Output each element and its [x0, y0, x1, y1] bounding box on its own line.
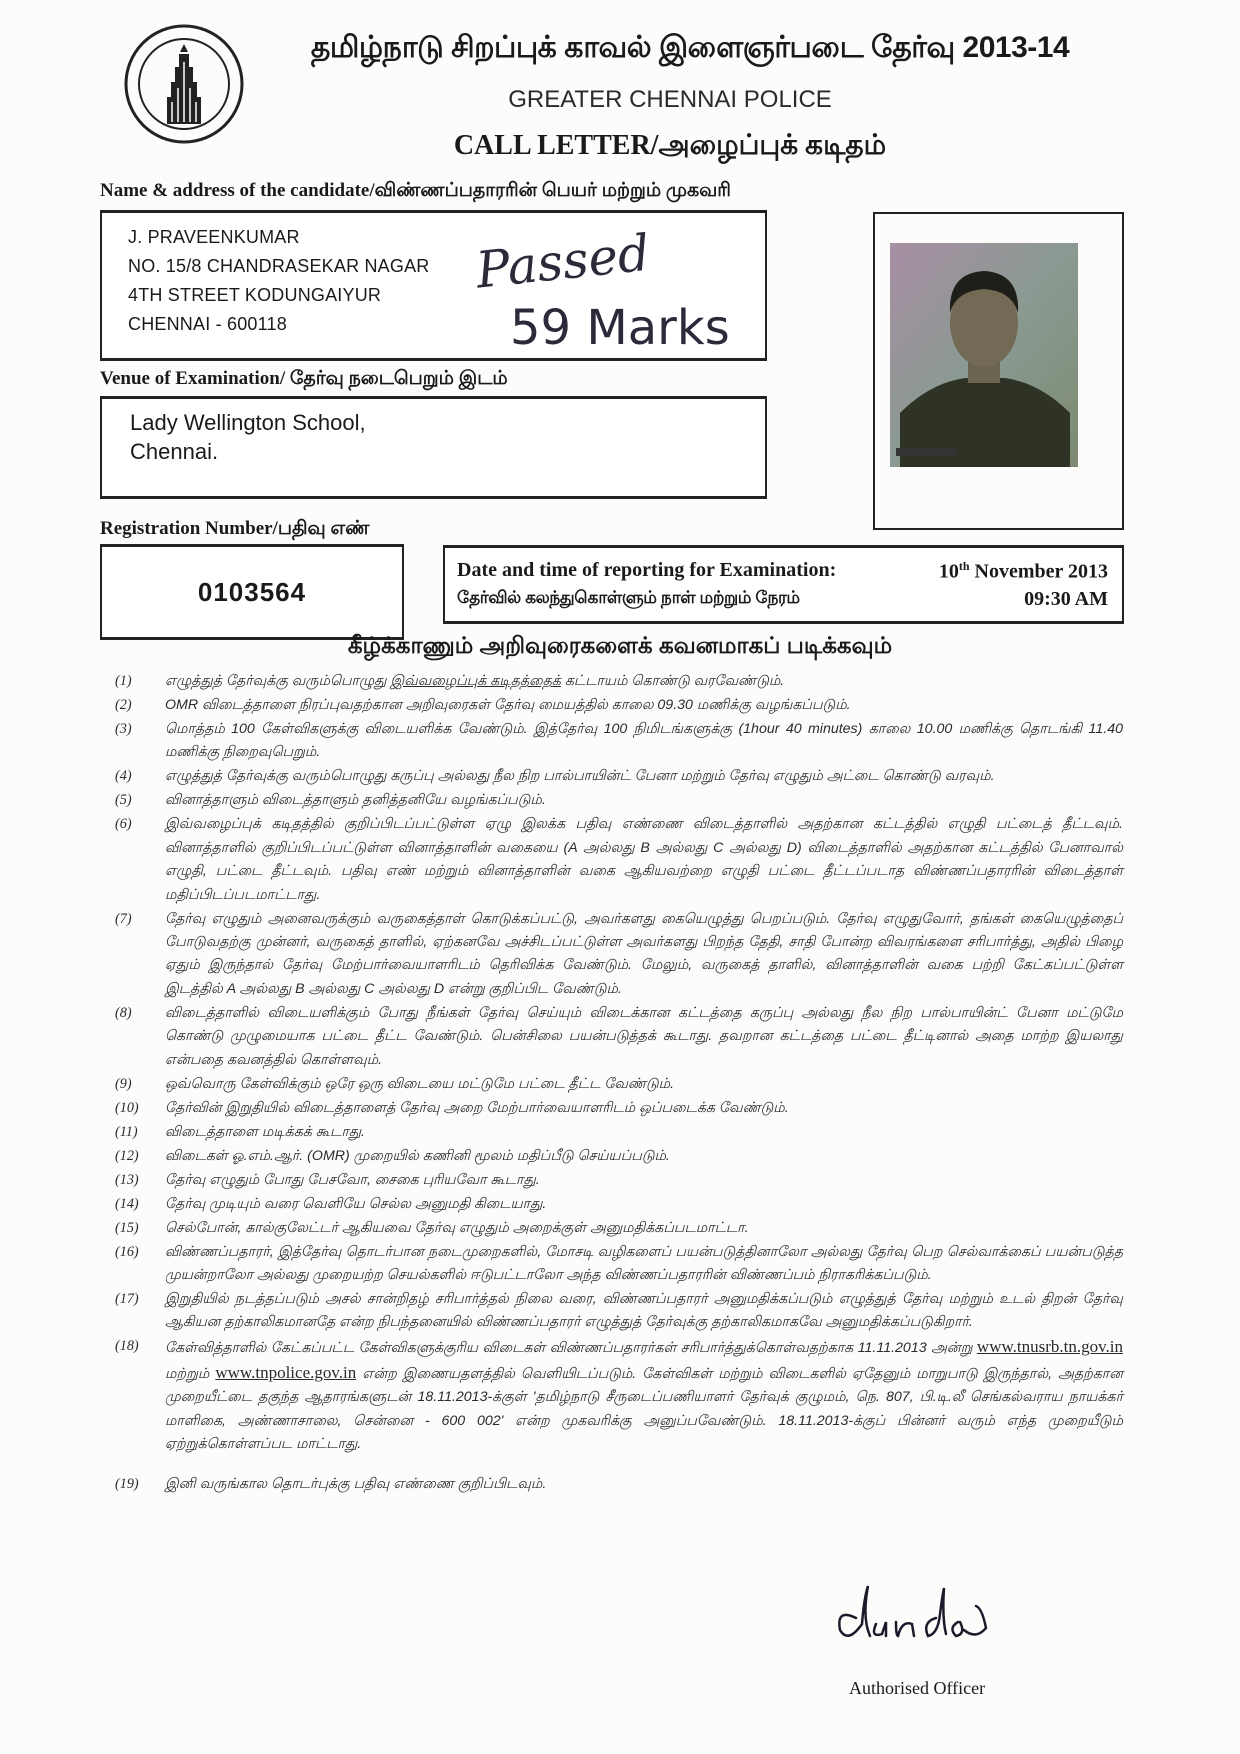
instruction-text-part: செல்போன், கால்குலேட்டர் ஆகியவை தேர்வு எழுதும் அறைக்குள் அனுமதிக்கப்படமாட்டா. [165, 1219, 749, 1236]
instruction-item [115, 1002, 1123, 1072]
instruction-number: (4) [115, 768, 132, 785]
venue-label: Venue of Examination/ தேர்வு நடைபெறும் இடம் [100, 368, 508, 389]
reporting-label-ta: தேர்வில் கலந்துகொள்ளும் நாள் மற்றும் நேரம் [457, 588, 800, 607]
date-day: 10 [938, 560, 959, 583]
address-line: 4TH STREET KODUNGAIYUR [128, 285, 382, 305]
instruction-text [165, 908, 1123, 1002]
instructions-list [115, 670, 1123, 1496]
instruction-number: (5) [115, 792, 132, 809]
venue-line: Chennai. [130, 439, 219, 464]
instruction-number: (6) [115, 816, 132, 833]
instruction-item [115, 765, 1123, 788]
instruction-item [115, 718, 1123, 765]
instruction-item [115, 694, 1123, 717]
instruction-text [165, 1217, 1123, 1240]
instruction-text [165, 718, 1123, 765]
instruction-item [115, 1169, 1123, 1192]
instruction-item [115, 1193, 1123, 1216]
instruction-text-part: விடைத்தாளில் விடையளிக்கும் போது நீங்கள் தேர்வு செய்யும் விடைக்கான கட்டத்தை கருப்பு அல்லது நீல நிற பால்பாயின்ட் பேனா மட்டுமே கொண்டு முழுமையாக பட்டை தீட்ட வேண்டும். பென்சிலை பயன்படுத்தக் கூடாது. தவறான கட்டத்தை பட்டை தீட்டினால் அதை மாற்ற இயலாது என்பதை கவனத்தில் கொள்ளவும். [165, 1004, 1123, 1068]
instruction-number: (15) [115, 1219, 139, 1236]
instruction-item [115, 1121, 1123, 1144]
instruction-text [165, 1097, 1123, 1120]
registration-label: Registration Number/பதிவு எண் [100, 518, 370, 539]
instruction-text-part: தேர்வு எழுதும் அனைவருக்கும் வருகைத்தாள் கொடுக்கப்பட்டு, அவர்களது கையெழுத்து பெறப்படும். தேர்வு எழுதுவோர், தங்கள் கையெழுத்தைப் போடுவதற்கு முன்னர், வருகைத் தாளில், ஏற்கனவே அச்சிடப்பட்டுள்ள அவர்களது பிறந்த தேதி, சாதி போன்ற விவரங்களை சரிபார்த்து, அதில் பிழை ஏதும் இருந்தால் தேர்வு மேற்பார்வையாளரிடம் தெரிவிக்க வேண்டும். மேலும், வருகைத் தாளில், வினாத்தாளின் வகை பற்றி கேட்கப்பட்டுள்ள இடத்தில் A அல்லது B அல்லது C அல்லது D என்று குறிப்பிட வேண்டும். [165, 910, 1123, 997]
handwritten-marks-note [470, 214, 765, 358]
exam-title-tamil: தமிழ்நாடு சிறப்புக் காவல் இளைஞர்படை தேர்வு 2013-14 [310, 31, 1070, 64]
instruction-text-part: தேர்வு முடியும் வரை வெளியே செல்ல அனுமதி கிடையாது. [165, 1195, 547, 1212]
instruction-item [115, 1073, 1123, 1096]
date-suffix: th [958, 559, 970, 573]
instruction-item [115, 1473, 795, 1496]
instruction-text [165, 1241, 1123, 1288]
instruction-text [165, 694, 1123, 717]
instruction-item [115, 1145, 1123, 1168]
instruction-number: (19) [115, 1475, 139, 1492]
instruction-number: (14) [115, 1195, 139, 1212]
reporting-box [443, 545, 1124, 624]
instruction-item [115, 813, 1123, 907]
instructions-heading: கீழ்க்காணும் அறிவுரைகளைக் கவனமாகப் படிக்கவும் [347, 632, 893, 658]
instruction-text-part: இவ்வழைப்புக் கடிதத்தில் குறிப்பிடப்பட்டுள்ள ஏழு இலக்க பதிவு எண்ணை விடைத்தாளில் அதற்கான கட்டத்தில் எழுதி பட்டைத் தீட்டவும். வினாத்தாளில் குறிப்பிடப்பட்டுள்ள வினாத்தாளின் வகையை (A அல்லது B அல்லது C அல்லது D) விடைத்தாளில் அதற்கான கட்டத்தில் பேனாவால் எழுதி, பட்டை தீட்டவும். பதிவு எண் மற்றும் வினாத்தாளின் வகை ஆகியவற்றை எழுதி பட்டை தீட்டப்படாத விண்ணப்பதாரரின் விடைத்தாள் மதிப்பிடப்படமாட்டாது. [165, 816, 1123, 903]
reporting-label-en: Date and time of reporting for Examination: [457, 559, 837, 581]
instruction-text [165, 670, 1123, 693]
instruction-text-part: விண்ணப்பதாரர், இத்தேர்வு தொடர்பான நடைமுறைகளில், மோசடி வழிகளைப் பயன்படுத்தினாலோ அல்லது தேர்வு பெற செல்வாக்கைப் பயன்படுத்த முயன்றாலோ அல்லது முறையற்ற செயல்களில் ஈடுபட்டாலோ அந்த விண்ணப்பதாரரின் விண்ணப்பம் நிராகரிக்கப்படும். [165, 1243, 1123, 1284]
instruction-text [165, 1288, 1123, 1335]
instruction-item [115, 1241, 1123, 1288]
address-line: NO. 15/8 CHANDRASEKAR NAGAR [128, 256, 430, 276]
organization-name: GREATER CHENNAI POLICE [508, 86, 832, 113]
authorised-officer-label: Authorised Officer [849, 1678, 986, 1698]
instruction-text [165, 1169, 1123, 1192]
instruction-number: (8) [115, 1004, 132, 1021]
instruction-text: இனி வருங்கால தொடர்புக்கு பதிவு எண்ணை குறிப்பிடவும். [165, 1475, 547, 1492]
instruction-text-part: மற்றும் [165, 1365, 216, 1382]
instruction-text-part: விடைகள் ஓ.எம்.ஆர். (OMR) முறையில் கணினி மூலம் மதிப்பீடு செய்யப்படும். [165, 1147, 670, 1164]
registration-number: 0103564 [197, 577, 307, 607]
instruction-text [165, 1002, 1123, 1072]
date-month-year: November 2013 [969, 560, 1108, 583]
website-link[interactable]: www.tnusrb.tn.gov.in [976, 1337, 1123, 1357]
instruction-text [165, 1193, 1123, 1216]
instruction-number: (1) [115, 673, 132, 689]
instruction-number: (11) [115, 1123, 138, 1140]
reporting-time: 09:30 AM [1024, 588, 1108, 610]
instruction-text-part: தேர்வு எழுதும் போது பேசவோ, சைகை புரியவோ கூடாது. [165, 1171, 540, 1188]
instruction-text-part: OMR விடைத்தாளை நிரப்புவதற்கான அறிவுரைகள் தேர்வு மையத்தில் காலை 09.30 மணிக்கு வழங்கப்படும். [165, 697, 851, 713]
instruction-text-part: என்ற இணையதளத்தில் வெளியிடப்படும். கேள்விகள் மற்றும் விடைகளில் ஏதேனும் மாறுபாடு இருந்தால், அதற்கான முறையீட்டை தகுந்த ஆதாரங்களுடன் 18.11.2013-க்குள் 'தமிழ்நாடு சீருடைப்பணியாளர் தேர்வுக் குழுமம், நெ. 807, பி.டி.லீ செங்கல்வராய நாயக்கர் மாளிகை, அண்ணாசாலை, சென்னை - 600 002' என்ற முகவரிக்கு அனுப்பவேண்டும். 18.11.2013-க்குப் பின்னர் வரும் எந்த முறையீடும் ஏற்றுக்கொள்ளப்பட மாட்டாது. [165, 1365, 1123, 1453]
instruction-text [165, 813, 1123, 907]
instruction-text [165, 765, 1123, 788]
instruction-text-part: எழுத்துத் தேர்வுக்கு வரும்பொழுது [165, 673, 391, 689]
instruction-text-part: இவ்வழைப்புக் கடிதத்தைக் [390, 673, 561, 689]
instruction-text-part: எழுத்துத் தேர்வுக்கு வரும்பொழுது கருப்பு அல்லது நீல நிற பால்பாயின்ட் பேனா மற்றும் தேர்வு எழுதும் அட்டை கொண்டு வரவும். [165, 768, 995, 785]
instruction-number: (17) [115, 1291, 139, 1308]
instruction-number: (16) [115, 1243, 139, 1260]
officer-signature [826, 1578, 1016, 1653]
instruction-item [115, 1217, 1123, 1240]
instruction-number: (18) [115, 1338, 139, 1355]
instruction-items [115, 670, 1123, 1457]
candidate-label: Name & address of the candidate/விண்ணப்பதாரரின் பெயர் மற்றும் முகவரி [100, 180, 731, 201]
instruction-text-part: கேள்வித்தாளில் கேட்கப்பட்ட கேள்விகளுக்குரிய விடைகள் விண்ணப்பதாரர்கள் சரிபார்த்துக்கொள்வதற்காக 11.11.2013 அன்று [165, 1340, 977, 1357]
instruction-text [165, 1145, 1123, 1168]
venue-line: Lady Wellington School, [130, 410, 366, 435]
handwritten-marks: 59 Marks [510, 300, 730, 356]
tamilnadu-emblem-logo [122, 22, 246, 146]
instruction-text [165, 1121, 1123, 1144]
instruction-text [165, 1073, 1123, 1096]
instruction-number: (13) [115, 1171, 139, 1188]
instruction-text [165, 789, 1123, 812]
registration-box [100, 544, 404, 640]
instruction-item [115, 1288, 1123, 1335]
instruction-text-part: தேர்வின் இறுதியில் விடைத்தாளைத் தேர்வு அறை மேற்பார்வையாளரிடம் ஒப்படைக்க வேண்டும். [165, 1099, 789, 1116]
instruction-number: (3) [115, 721, 132, 737]
candidate-photo [890, 243, 1078, 467]
instruction-number: (10) [115, 1099, 139, 1116]
address-line: CHENNAI - 600118 [128, 314, 287, 334]
instruction-text-part: விடைத்தாளை மடிக்கக் கூடாது. [165, 1123, 365, 1140]
document-title: CALL LETTER/அழைப்புக் கடிதம் [453, 130, 887, 161]
instruction-item [115, 670, 1123, 693]
venue-box [100, 396, 767, 499]
instruction-item [115, 908, 1123, 1002]
instruction-number: (12) [115, 1147, 139, 1164]
instruction-text-part: கட்டாயம் கொண்டு வரவேண்டும். [560, 673, 785, 689]
instruction-number: (2) [115, 697, 132, 713]
instruction-item [115, 789, 1123, 812]
reporting-date [939, 559, 1108, 584]
instruction-text [165, 1335, 1123, 1456]
instruction-item [115, 1097, 1123, 1120]
instruction-text-part: மொத்தம் 100 கேள்விகளுக்கு விடையளிக்க வேண்டும். இத்தேர்வு 100 நிமிடங்களுக்கு (1hour 40 minutes) காலை 10.00 மணிக்கு தொடங்கி 11.40 மணிக்கு நிறைவுபெறும். [165, 721, 1123, 761]
instruction-item [115, 1335, 1123, 1456]
website-link[interactable]: www.tnpolice.gov.in [215, 1362, 357, 1382]
handwritten-passed: Passed [473, 223, 653, 300]
instruction-number: (9) [115, 1075, 132, 1092]
instruction-text-part: இறுதியில் நடத்தப்படும் அசல் சான்றிதழ் சரிபார்த்தல் நிலை வரை, விண்ணப்பதாரர் அனுமதிக்கப்படும் எழுத்துத் தேர்வு மற்றும் உடல் திறன் தேர்வு ஆகியன தற்காலிகமானதே என்ற நிபந்தனையில் விண்ணப்பதாரர் எழுத்துத் தேர்வுக்கு தற்காலிகமாகவே அனுமதிக்கப்படுகிறார். [165, 1291, 1123, 1331]
instruction-number: (7) [115, 910, 132, 927]
instruction-text-part: வினாத்தாளும் விடைத்தாளும் தனித்தனியே வழங்கப்படும். [165, 792, 546, 809]
instruction-text-part: ஒவ்வொரு கேள்விக்கும் ஒரே ஒரு விடையை மட்டுமே பட்டை தீட்ட வேண்டும். [165, 1075, 675, 1092]
candidate-name: J. PRAVEENKUMAR [128, 227, 300, 247]
